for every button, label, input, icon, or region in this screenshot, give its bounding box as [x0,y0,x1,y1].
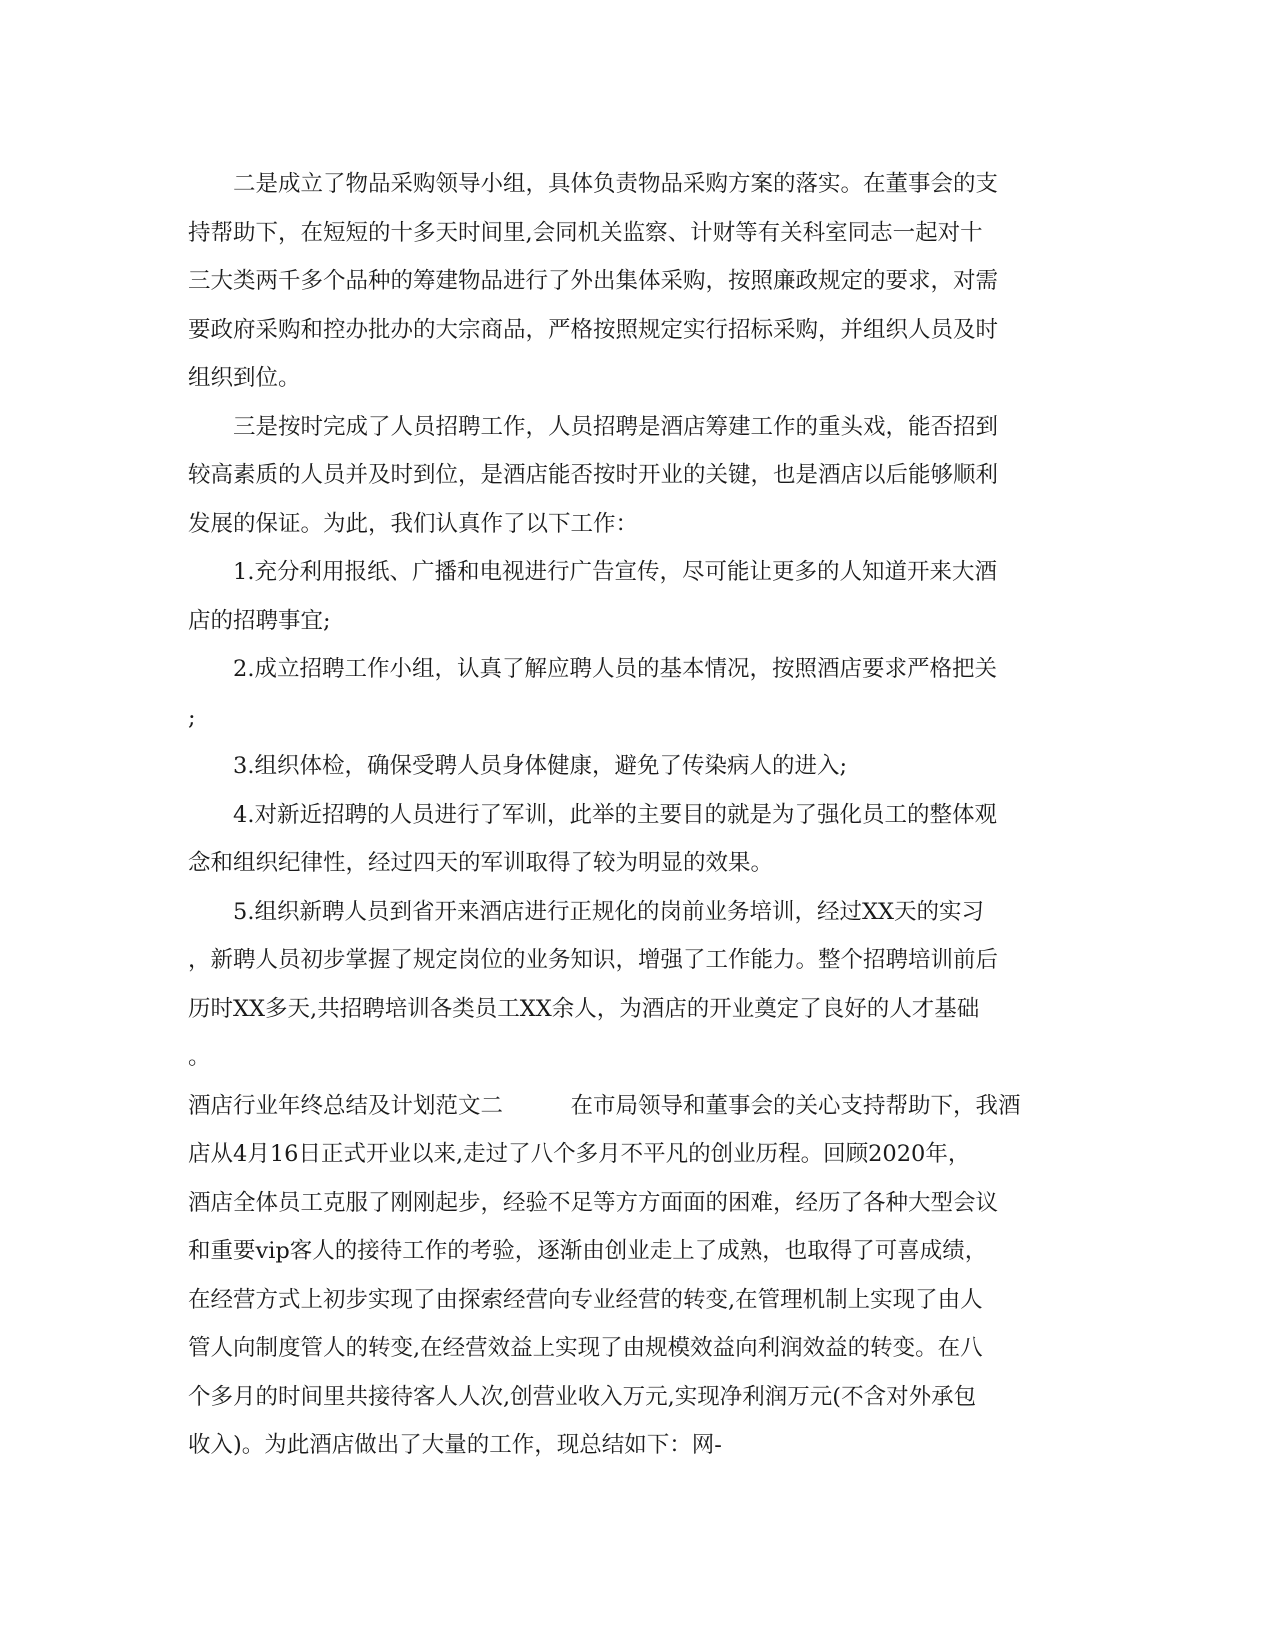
text-line: ; [188,704,196,731]
text-line: 和重要vip客人的接待工作的考验，逐渐由创业走上了成熟，也取得了可喜成绩， [188,1238,988,1264]
document-body [188,160,1090,1470]
text-line: 管人向制度管人的转变,在经营效益上实现了由规模效益向利润效益的转变。在八 [188,1335,983,1361]
text-line: 1.充分利用报纸、广播和电视进行广告宣传，尽可能让更多的人知道开来大酒 [188,559,997,585]
text-line: 收入)。为此酒店做出了大量的工作，现总结如下：网- [188,1432,722,1458]
text-line: 念和组织纪律性，经过四天的军训取得了较为明显的效果。 [188,850,774,876]
text-line: 历时XX多天,共招聘培训各类员工XX余人，为酒店的开业奠定了良好的人才基础 [188,995,980,1022]
text-line: 4.对新近招聘的人员进行了军训，此举的主要目的就是为了强化员工的整体观 [188,801,997,828]
text-line: 。 [188,1044,211,1070]
text-line: 发展的保证。为此，我们认真作了以下工作： [188,510,639,537]
text-line: 二是成立了物品采购领导小组，具体负责物品采购方案的落实。在董事会的支 [188,171,999,197]
text-line: 3.组织体检，确保受聘人员身体健康，避免了传染病人的进入; [188,753,848,779]
text-line: 个多月的时间里共接待客人人次,创营业收入万元,实现净利润万元(不含对外承包 [188,1383,977,1410]
text-line: 在经营方式上初步实现了由探索经营向专业经营的转变,在管理机制上实现了由人 [188,1286,983,1313]
text-line: 酒店全体员工克服了刚刚起步，经验不足等方方面面的困难，经历了各种大型会议 [188,1189,999,1216]
text-line: 三是按时完成了人员招聘工作，人员招聘是酒店筹建工作的重头戏，能否招到 [188,413,999,440]
text-line: 较高素质的人员并及时到位，是酒店能否按时开业的关键，也是酒店以后能够顺利 [188,462,999,488]
text-line: 酒店行业年终总结及计划范文二 在市局领导和董事会的关心支持帮助下，我酒 [188,1092,1021,1119]
text-line: 5.组织新聘人员到省开来酒店进行正规化的岗前业务培训，经过XX天的实习 [188,898,985,925]
text-line: 店从4月16日正式开业以来,走过了八个多月不平凡的创业历程。回顾2020年， [188,1141,971,1167]
text-line: 店的招聘事宜; [188,607,331,634]
text-line: 持帮助下，在短短的十多天时间里,会同机关监察、计财等有关科室同志一起对十 [188,219,983,246]
text-line: 要政府采购和控办批办的大宗商品，严格按照规定实行招标采购，并组织人员及时 [188,316,999,343]
text-line: 2.成立招聘工作小组，认真了解应聘人员的基本情况，按照酒店要求严格把关 [188,656,997,682]
text-line: ，新聘人员初步掌握了规定岗位的业务知识，增强了工作能力。整个招聘培训前后 [188,947,999,973]
text-line: 三大类两千多个品种的筹建物品进行了外出集体采购，按照廉政规定的要求，对需 [188,268,999,294]
text-line: 组织到位。 [188,365,301,391]
